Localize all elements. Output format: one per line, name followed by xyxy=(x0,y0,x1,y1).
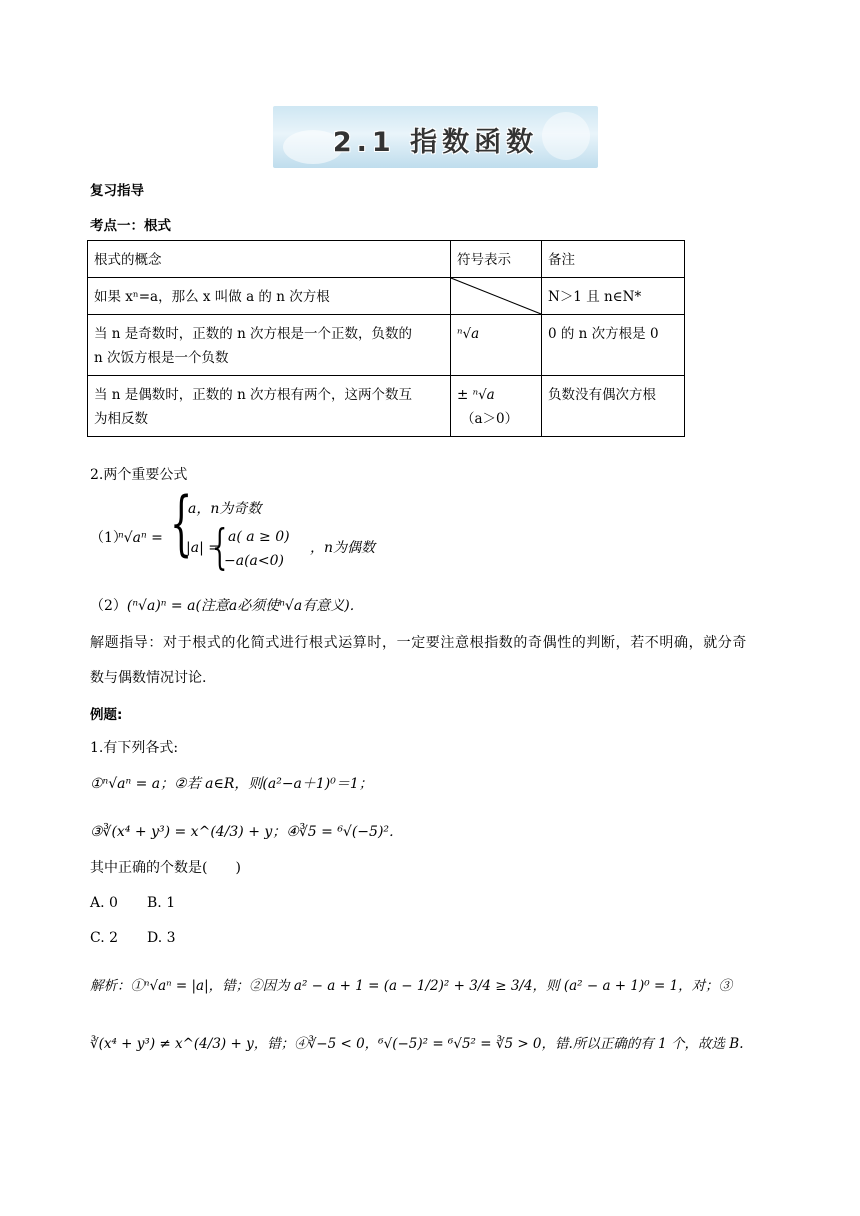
row3-concept-line2: 为相反数 xyxy=(94,411,148,427)
row3-symbol-condition: （a＞0） xyxy=(461,411,519,427)
formula1-case-even: ，n为偶数 xyxy=(310,540,376,556)
solution-guide: 解题指导：对于根式的化简式进行根式运算时，一定要注意根指数的奇偶性的判断，若不明确，就分奇 xyxy=(90,635,747,651)
solution-line1: 解析：①ⁿ√aⁿ = |a|，错；②因为 a² − a + 1 = (a − 1/2)² + 3/4 ≥ 3/4，则 (a² − a + 1)⁰ = 1，对；③ xyxy=(90,978,733,994)
chapter-title: 2.1 指数函数 xyxy=(332,127,539,158)
left-brace: { xyxy=(170,482,193,564)
formula2-expr: (ⁿ√a)ⁿ = a(注意a必须使ⁿ√a有意义)． xyxy=(126,598,364,614)
row3-concept-line1: 当 n 是偶数时，正数的 n 次方根有两个，这两个数互 xyxy=(94,387,413,403)
row2-symbol: ⁿ√a xyxy=(451,315,542,376)
example1-items-line1: ①ⁿ√aⁿ = a；②若 a∈R，则(a²−a＋1)⁰＝1； xyxy=(90,776,373,792)
formula-1 xyxy=(90,482,490,580)
row3-symbol xyxy=(451,376,542,437)
formulas-title: 2.两个重要公式 xyxy=(90,467,188,483)
solution-guide-cont: 数与偶数情况讨论. xyxy=(90,670,207,686)
header-concept: 根式的概念 xyxy=(88,241,451,278)
formula1-label: （1） xyxy=(90,530,127,546)
example1-question: 其中正确的个数是( ) xyxy=(90,860,241,876)
solution-line2: ∛(x⁴ + y³) ≠ x^(4/3) + y，错；④∛−5 < 0，⁶√(−5)² = ⁶√5² = ∛5 > 0，错.所以正确的有 1 个，故选 B. xyxy=(90,1036,744,1052)
table-header-row xyxy=(88,241,685,278)
formula1-case-pos: a( a ≥ 0) xyxy=(228,529,290,545)
radical-table xyxy=(87,240,685,437)
section-review: 复习指导 xyxy=(90,183,144,199)
row2-concept-line2: n 次饭方根是一个负数 xyxy=(94,350,229,366)
example1-items-line2: ③∛(x⁴ + y³) = x^(4/3) + y；④∛5 = ⁶√(−5)²． xyxy=(90,824,404,840)
header-symbol: 符号表示 xyxy=(451,241,542,278)
row3-symbol-expr: ± ⁿ√a xyxy=(457,387,495,403)
row2-concept xyxy=(88,315,451,376)
formula1-case-odd: a，n为奇数 xyxy=(188,501,262,517)
option-c: C. 2 xyxy=(90,930,119,946)
row1-symbol-empty xyxy=(451,278,542,315)
row1-note: N＞1 且 n∈N* xyxy=(542,278,685,315)
example1-stem: 1.有下列各式: xyxy=(90,740,179,756)
formula2-label: （2） xyxy=(90,598,127,614)
option-a: A. 0 xyxy=(90,895,118,911)
formula1-case-neg: −a(a<0) xyxy=(224,553,284,569)
section-point1: 考点一：根式 xyxy=(90,218,171,234)
header-note: 备注 xyxy=(542,241,685,278)
row3-note: 负数没有偶次方根 xyxy=(542,376,685,437)
row2-concept-line1: 当 n 是奇数时，正数的 n 次方根是一个正数，负数的 xyxy=(94,326,413,342)
formula-2 xyxy=(90,596,364,616)
row2-note: 0 的 n 次方根是 0 xyxy=(542,315,685,376)
table-row xyxy=(88,278,685,315)
table-row xyxy=(88,315,685,376)
examples-heading: 例题: xyxy=(90,707,123,723)
inner-brace: { xyxy=(212,519,228,575)
formula1-abs-lhs: |a| = xyxy=(186,540,220,556)
chapter-banner xyxy=(273,106,598,168)
option-d: D. 3 xyxy=(147,930,176,946)
row3-concept xyxy=(88,376,451,437)
option-b: B. 1 xyxy=(147,895,176,911)
table-row xyxy=(88,376,685,437)
formula1-lhs: ⁿ√aⁿ = xyxy=(118,530,163,546)
diagonal-line xyxy=(451,278,541,314)
row1-concept: 如果 xⁿ=a，那么 x 叫做 a 的 n 次方根 xyxy=(88,278,451,315)
